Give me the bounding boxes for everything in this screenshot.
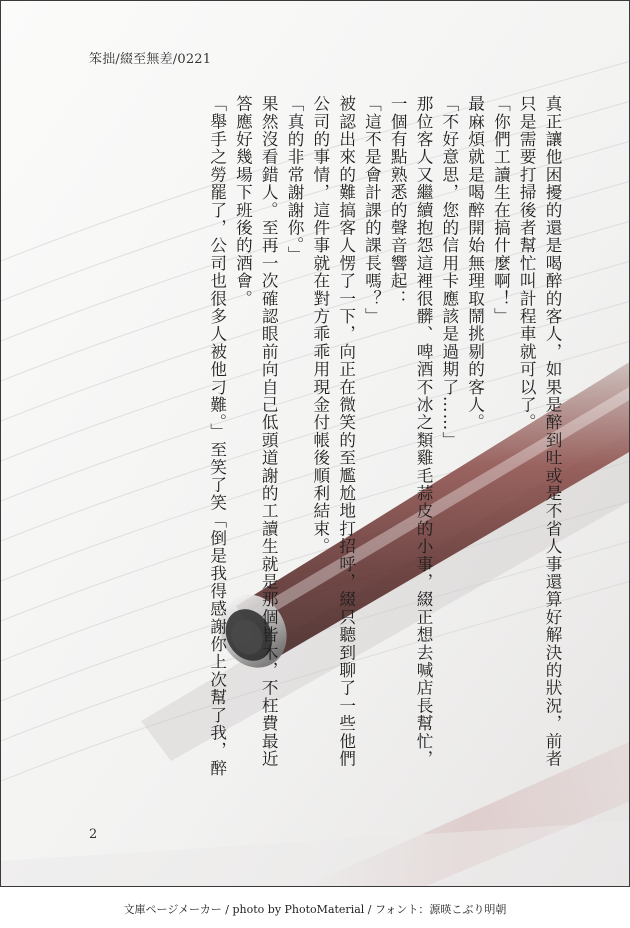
- paragraph: 「這不是會計課的課長嗎？」: [362, 95, 382, 326]
- paragraph: 「你們工讀生在搞什麼啊！」: [491, 95, 511, 326]
- book-title-header: 笨拙/綴至無差/0221: [89, 52, 212, 67]
- paragraph: 「真的非常謝謝你。」: [285, 95, 305, 264]
- paragraph: 那位客人又繼續抱怨這裡很髒、啤酒不冰之類雞毛蒜皮的小事，綴正想去喊店長幫忙，一個有點熟悉的聲音響起：: [388, 95, 434, 768]
- paragraph: 真正讓他困擾的還是喝醉的客人，如果是醉到吐或是不省人事還算好解決的狀況，前者只是需要打掃後者幫忙叫計程車就可以了。: [517, 95, 562, 768]
- paragraph: 被認出來的難搞客人愣了一下，向正在微笑的至尷尬地打招呼，綴只聽到聊了一些他們公司的事情，這件事就在對方乖乖用現金付帳後順利結束。: [310, 95, 356, 768]
- footer-credit: 文庫ページメーカー / photo by PhotoMaterial / フォント：源暎こぶり明朝: [123, 903, 507, 916]
- paragraph: 果然沒看錯人。至再一次確認眼前向自己低頭道謝的工讀生就是那個皆木，不枉費最近答應好幾場下班後的酒會。: [233, 95, 279, 768]
- page-number: 2: [89, 827, 98, 842]
- paragraph: 「舉手之勞罷了，公司也很多人被他刁難。」至笑了笑「倒是我得感謝你上次幫了我，醉: [207, 95, 227, 777]
- paragraph: 「不好意思，您的信用卡應該是過期了……」: [439, 95, 459, 449]
- paragraph: 最麻煩就是喝醉開始無理取鬧挑剔的客人。: [465, 95, 485, 432]
- vertical-body-text: [109, 95, 565, 785]
